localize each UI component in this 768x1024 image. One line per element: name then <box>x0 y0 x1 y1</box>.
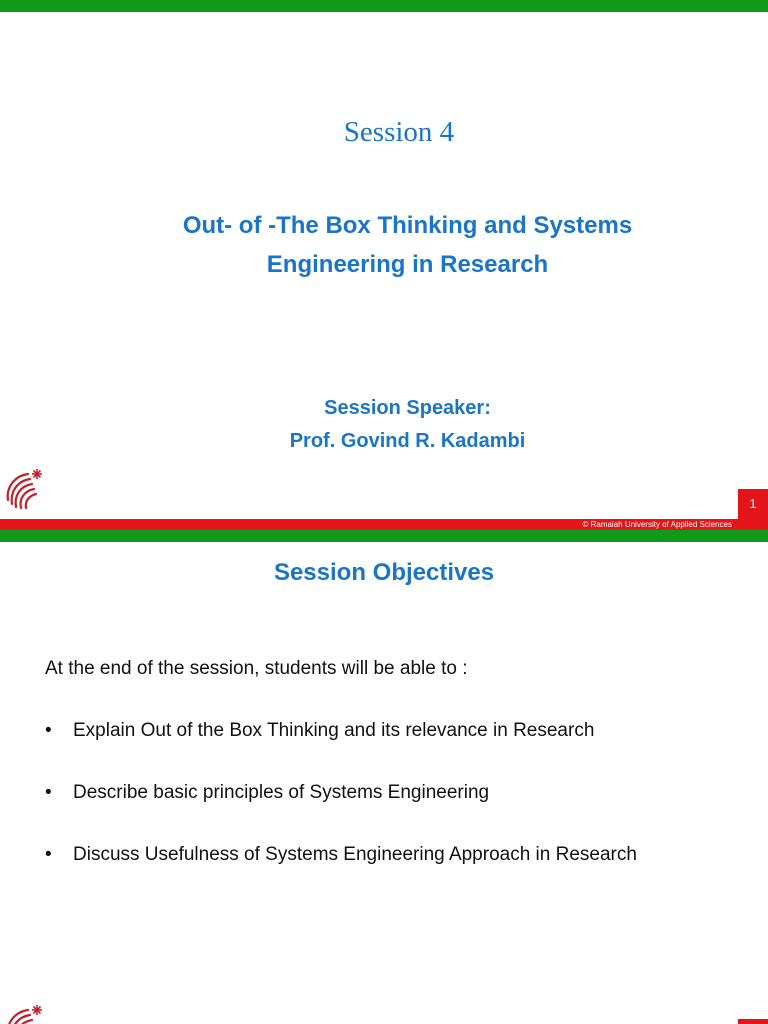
objectives-list <box>45 720 637 906</box>
page-number: 1 <box>738 489 768 519</box>
list-item <box>45 782 637 844</box>
slide-2 <box>0 530 768 1024</box>
objective-text: Explain Out of the Box Thinking and its relevance in Research <box>73 720 595 741</box>
objectives-title: Session Objectives <box>273 559 495 586</box>
bullet-icon: • <box>45 720 52 741</box>
title-line-1: Out- of -The Box Thinking and Systems <box>182 212 633 239</box>
top-green-bar <box>0 0 768 12</box>
bullet-icon: • <box>45 782 52 803</box>
speaker-block <box>100 392 715 458</box>
session-number: Session 4 <box>343 116 455 148</box>
copyright-footer: © Ramaiah University of Applied Sciences <box>582 520 732 529</box>
university-logo-icon <box>4 1002 44 1024</box>
objective-text: Discuss Usefulness of Systems Engineering Approach in Research <box>73 844 637 865</box>
top-green-bar <box>0 530 768 542</box>
objective-text: Describe basic principles of Systems Engineering <box>73 782 490 803</box>
list-item <box>45 720 637 782</box>
list-item <box>45 844 637 906</box>
slide-title <box>100 206 715 284</box>
university-logo-icon <box>4 466 44 510</box>
speaker-name: Prof. Govind R. Kadambi <box>289 430 526 452</box>
speaker-label: Session Speaker: <box>324 397 491 419</box>
bullet-icon: • <box>45 844 52 865</box>
title-line-2: Engineering in Research <box>266 251 549 278</box>
objectives-intro: At the end of the session, students will be able to : <box>45 658 468 679</box>
footer-red-bar <box>0 519 768 530</box>
page-number-partial <box>738 1019 768 1024</box>
